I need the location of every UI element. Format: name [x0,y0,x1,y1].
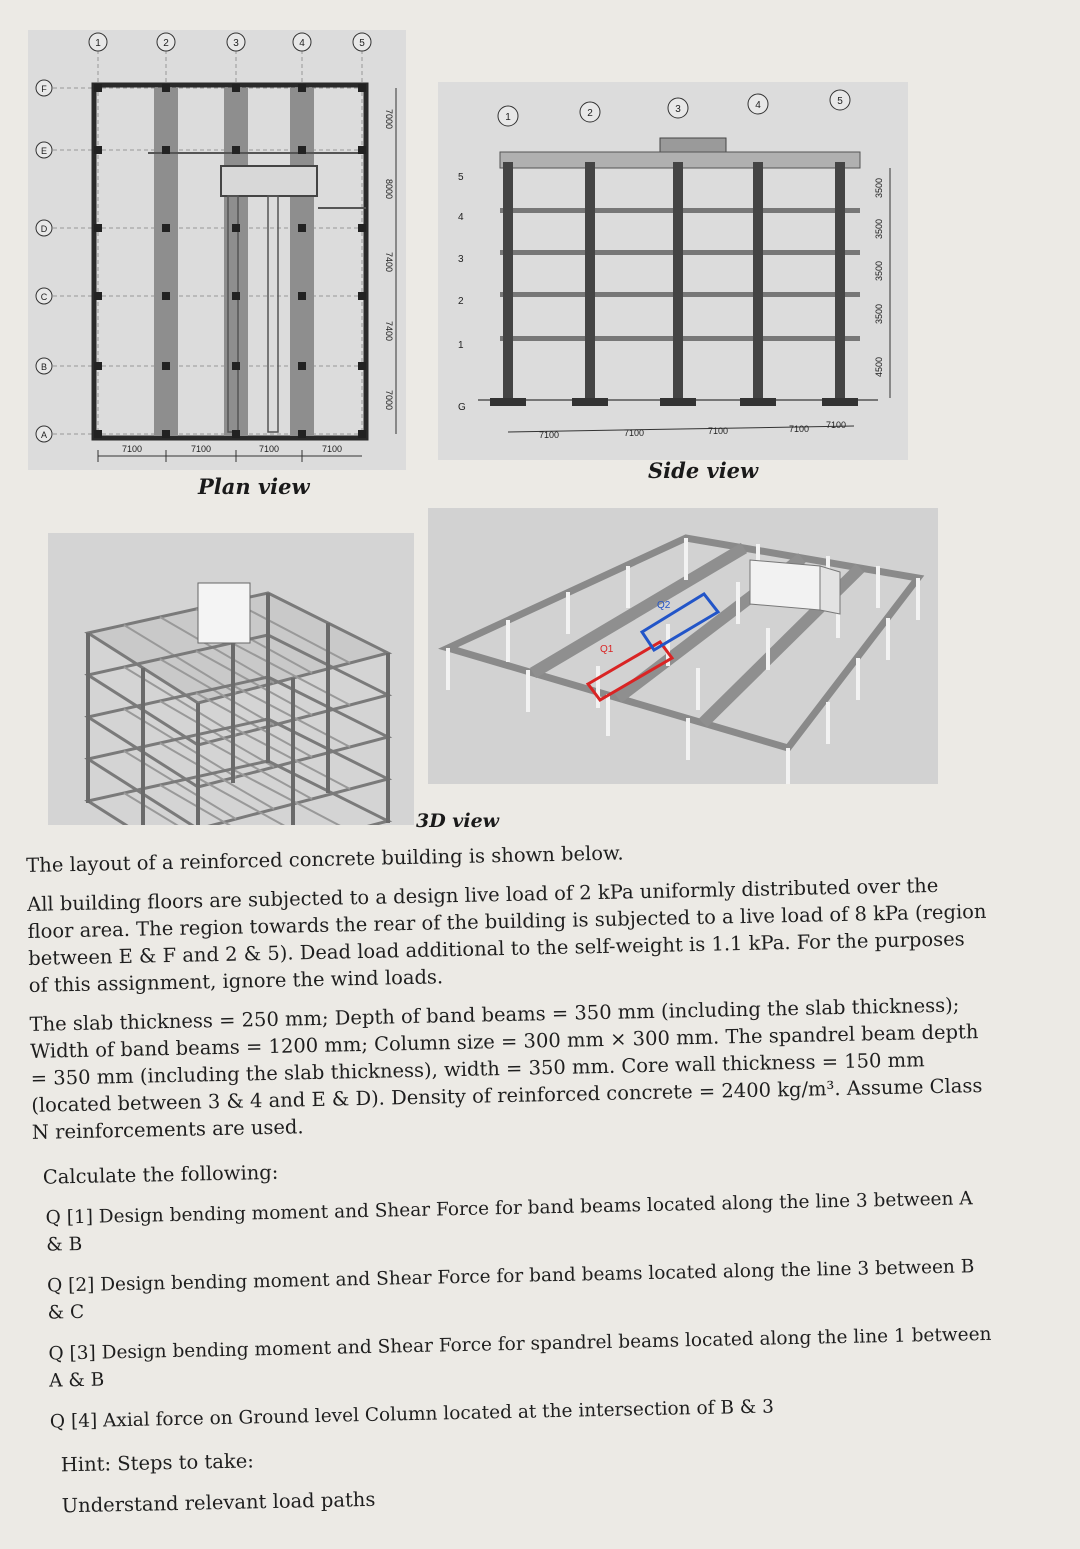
plan-row-label: B [40,362,48,372]
plan-row-dimension: 8000 [384,178,394,200]
live-load-paragraph: All building floors are subjected to a design live load of 2 kPa uniformly distributed over the floor area. The region towards the rear of the building is subjected to a live load of 8 kPa (region between E & F and 2 & 5). Dead load additional to the self-weight is 1.1 kPa. For the purposes of this assignment, ignore the wind loads. [26,873,987,997]
side-bay-dimension: 7100 [788,424,810,434]
q1-marker: Q1 [600,644,614,655]
plan-band-beam [290,88,314,436]
question-1: Q [1] Design bending moment and Shear Force for band beams located along the line 3 between A & B [45,1188,973,1256]
side-storey-height: 4500 [874,356,884,378]
side-grid-label: 5 [837,96,843,107]
side-column [673,162,683,398]
plan-grid-label: 2 [163,38,169,49]
plan-row-label: A [40,430,48,440]
plan-column [232,362,240,370]
plan-row-label: C [40,292,48,302]
plan-column [94,224,102,232]
plan-bay-dimension: 7100 [321,444,343,454]
question-4: Q [4] Axial force on Ground level Column located at the intersection of B & 3 [49,1396,775,1433]
side-column [835,162,845,398]
side-level-label: 3 [458,254,464,265]
side-grid-label: 4 [755,100,761,111]
q2-marker: Q2 [657,600,671,611]
plan-column [94,430,102,438]
plan-column [358,292,366,300]
plan-column [298,146,306,154]
intro-text: The layout of a reinforced concrete building is shown below. [26,841,624,877]
plan-column [298,292,306,300]
member-sizes-paragraph: The slab thickness = 250 mm; Depth of band beams = 350 mm (including the slab thickness); Width of band beams = 1200 mm; Column size = 300 mm × 300 mm. The spandrel beam depth = 350 mm (including the slab thickness), width = 350 mm. Core wall thickness = 150 mm (located between 3 & 4 and E & D). Density of reinforced concrete = 2400 kg/m³. Assume Class N reinforcements are used. [29,993,983,1144]
side-footing [822,398,858,406]
plan-column [162,430,170,438]
plan-row-dimension: 7000 [384,389,394,411]
plan-column [162,362,170,370]
plan-column [162,224,170,232]
plan-column [94,146,102,154]
plan-column [232,430,240,438]
3d-core-box [750,560,820,610]
plan-view-label: Plan view [198,474,310,499]
side-grid-label: 3 [675,104,681,115]
plan-column [358,84,366,92]
plan-grid-label: 3 [233,38,239,49]
plan-band-beam [154,88,178,436]
plan-row-dimension: 7400 [384,320,394,342]
side-bay-dimension-right: 7100 [825,420,847,430]
plan-core-wall [221,166,317,196]
plan-grid-label: 5 [359,38,365,49]
side-bay-dimension: 7100 [707,426,729,436]
plan-core-edge [268,196,278,432]
question-3: Q [3] Design bending moment and Shear Force for spandrel beams located along the line 1 between A & B [48,1323,992,1392]
side-footing [572,398,608,406]
plan-bay-dimension: 7100 [258,444,280,454]
plan-column [94,84,102,92]
plan-column [298,84,306,92]
plan-view-figure [28,30,406,470]
plan-column [232,84,240,92]
question-2: Q [2] Design bending moment and Shear Force for band beams located along the line 3 between B & C [46,1256,975,1324]
side-bay-dimension: 7100 [623,428,645,438]
plan-column [162,146,170,154]
plan-column [358,146,366,154]
plan-bay-dimension: 7100 [190,444,212,454]
3d-core-wall [198,583,250,643]
3d-view-label: 3D view [416,810,500,832]
side-level-label: 1 [458,340,464,351]
building-floor-frame [88,761,388,825]
plan-column [162,84,170,92]
side-storey-height: 3500 [874,260,884,282]
plan-view-drawing [28,30,406,470]
plan-row-label: F [41,84,47,94]
plan-row-label: E [40,146,48,156]
plan-grid-label: 1 [95,38,101,49]
side-column [753,162,763,398]
plan-column [162,292,170,300]
3d-full-building-figure [48,533,414,825]
hint-step-1: Understand relevant load paths [61,1487,376,1518]
calculate-heading: Calculate the following: [42,1160,279,1189]
plan-column [232,224,240,232]
side-footing [660,398,696,406]
plan-row-dimension: 7400 [384,251,394,273]
3d-floor-figure [428,508,938,784]
plan-column [232,292,240,300]
side-footing [740,398,776,406]
plan-column [298,430,306,438]
plan-column [232,146,240,154]
plan-column [358,224,366,232]
plan-column [94,292,102,300]
side-column [585,162,595,398]
side-view-drawing [438,82,908,460]
side-view-label: Side view [648,458,759,483]
3d-floor-drawing [428,508,938,784]
side-footing [490,398,526,406]
side-level-label: 5 [458,172,464,183]
plan-column [298,362,306,370]
plan-row-dimension: 7000 [384,108,394,130]
side-storey-height: 3500 [874,177,884,199]
plan-column [358,430,366,438]
side-level-label: 2 [458,296,464,307]
side-storey-height: 3500 [874,303,884,325]
plan-bay-dimension: 7100 [121,444,143,454]
3d-full-building-drawing [48,533,414,825]
side-bay-dimension: 7100 [538,430,560,440]
side-level-label: G [458,402,466,413]
side-storey-height: 3500 [874,218,884,240]
assignment-text [26,832,1000,1520]
side-grid-label: 2 [587,108,593,119]
side-column [503,162,513,398]
plan-column [94,362,102,370]
plan-row-label: D [40,224,48,234]
hint-heading: Hint: Steps to take: [60,1449,255,1477]
plan-column [298,224,306,232]
plan-column [358,362,366,370]
side-view-figure [438,82,908,460]
plan-grid-label: 4 [299,38,305,49]
side-grid-label: 1 [505,112,511,123]
side-level-label: 4 [458,212,464,223]
